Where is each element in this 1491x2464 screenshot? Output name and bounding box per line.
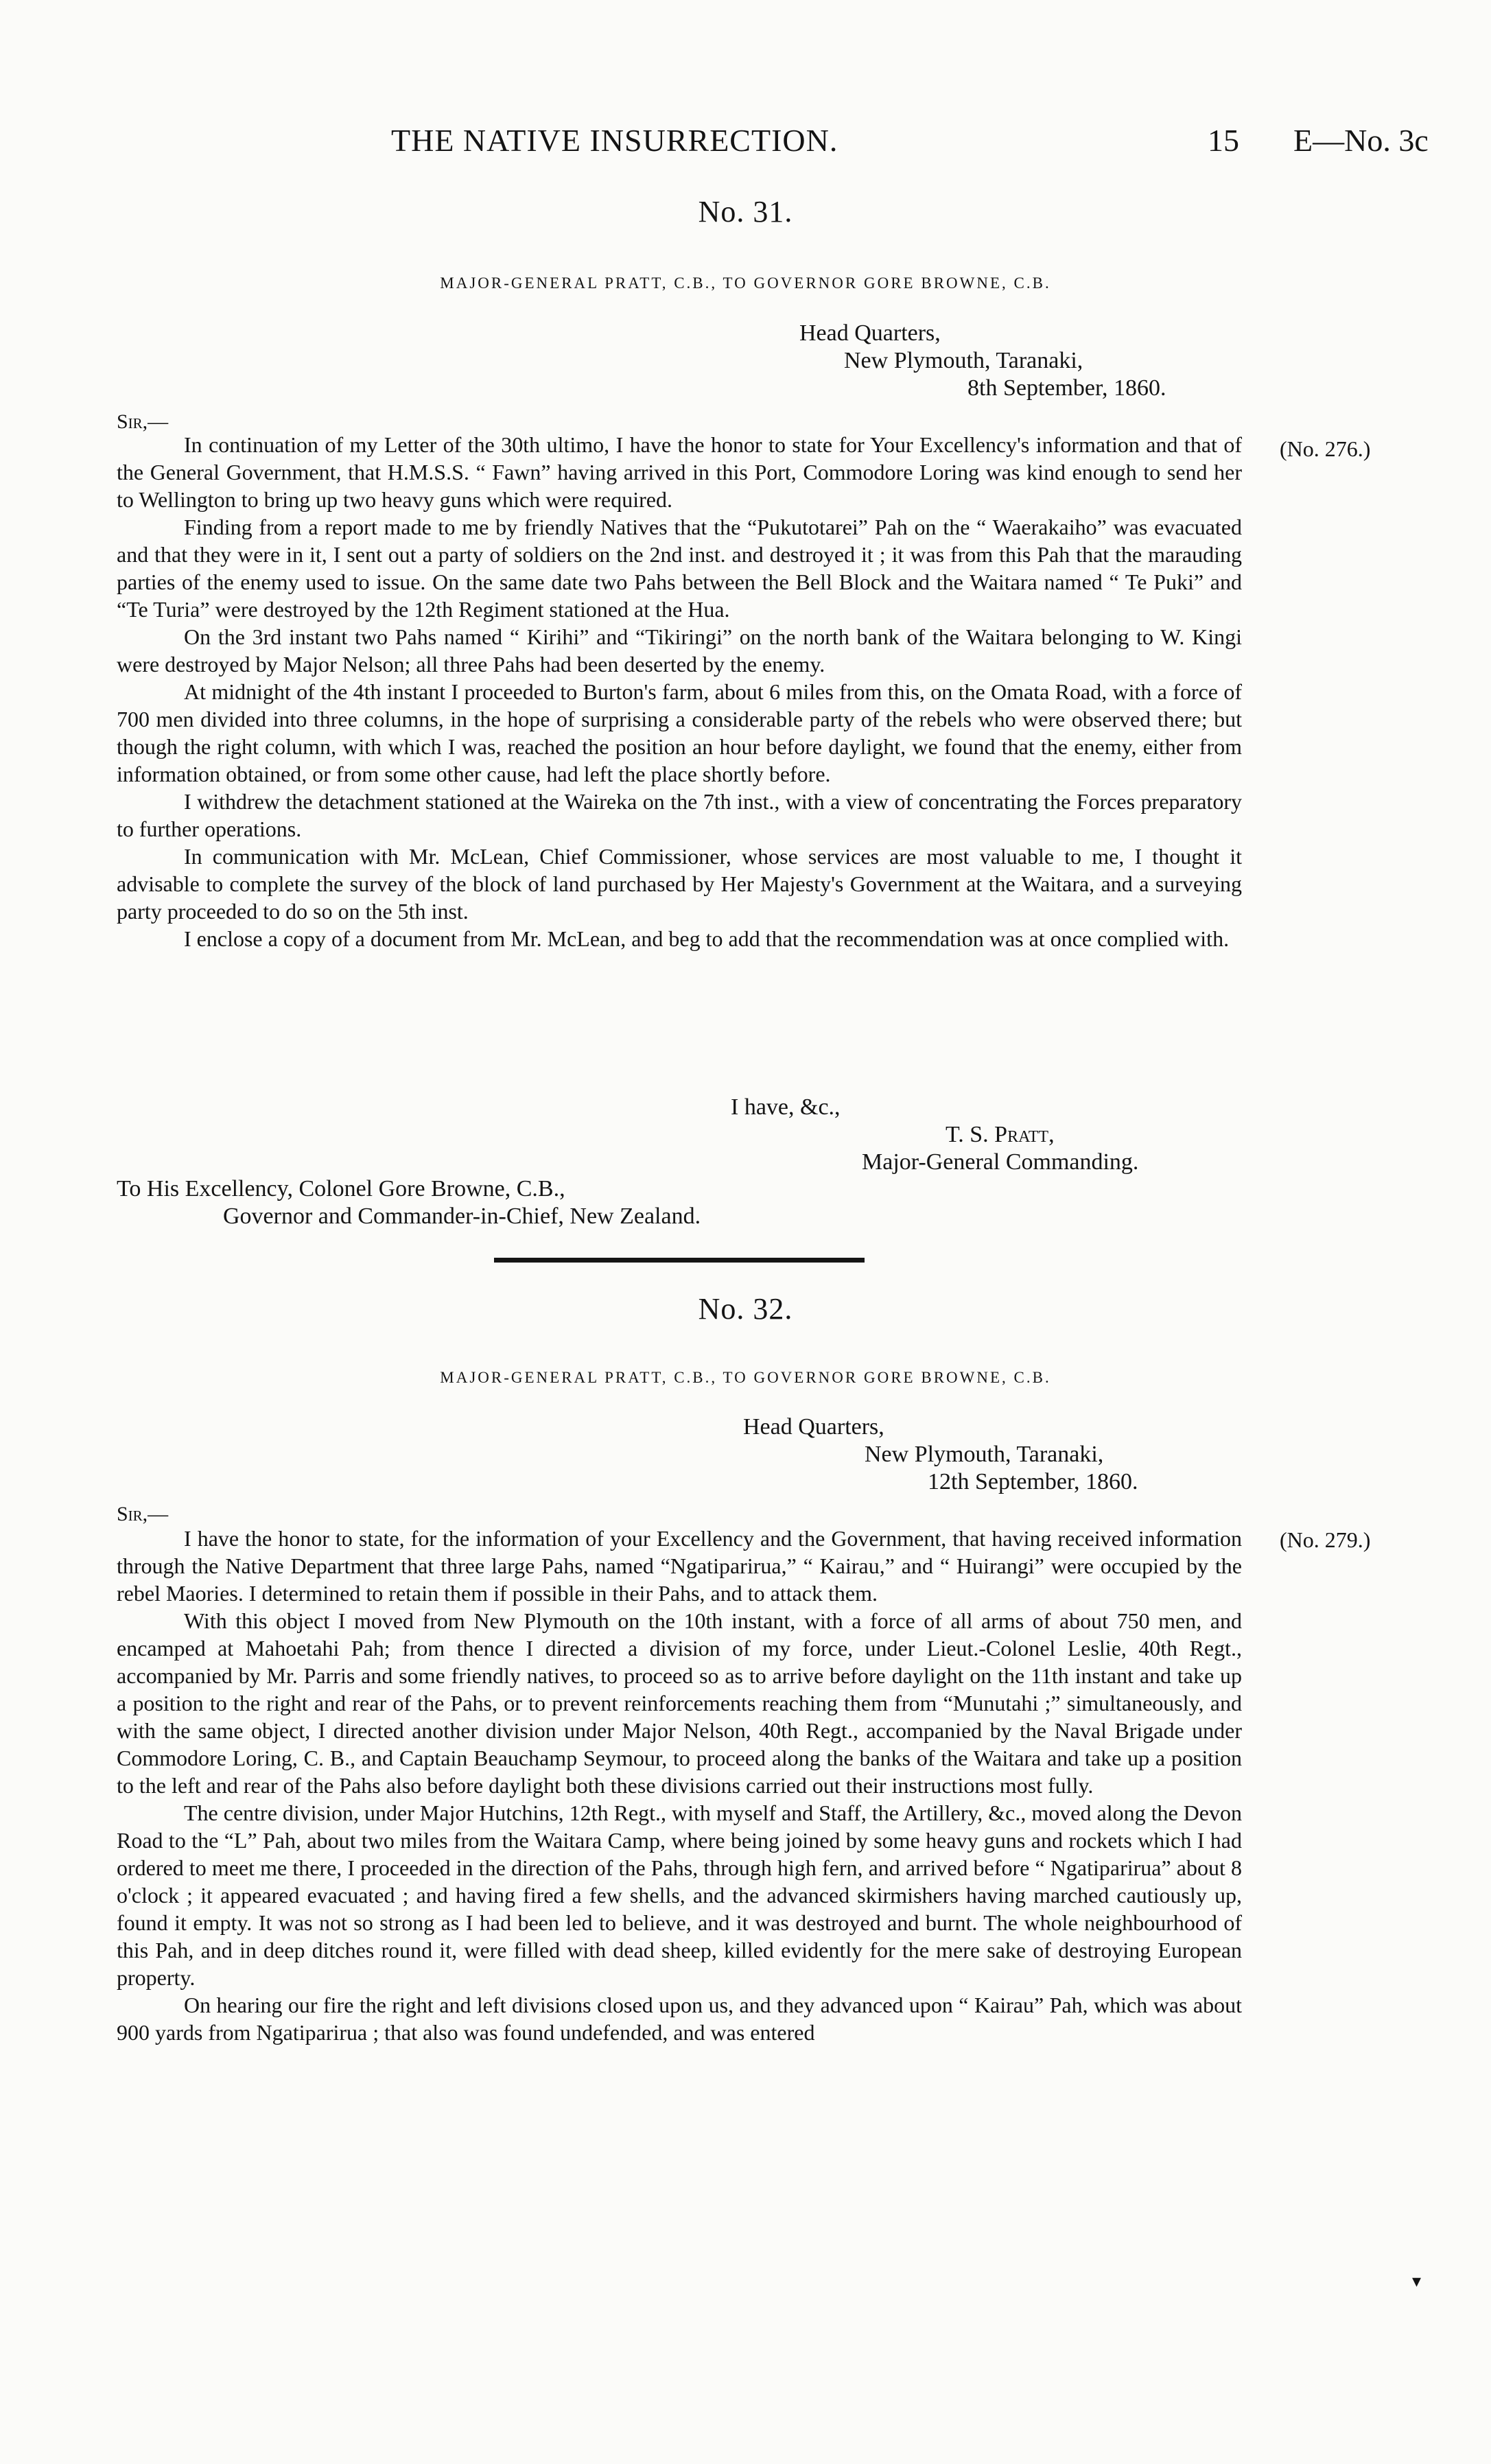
letter-32-number: No. 32.	[698, 1292, 793, 1326]
paragraph: At midnight of the 4th instant I proceeded to Burton's farm, about 6 miles from this, on the Omata Road, with a force of 700 men divided into three columns, in the hope of surprising a considerable party of the rebels who were observed there; but though the right column, with which I was, reached the position an hour before daylight, we found that the enemy, either from information obtained, or from some other cause, had left the place shortly before.	[117, 679, 1242, 786]
letter-32-address-line-1: Head Quarters,	[743, 1414, 884, 1440]
letter-31-date: 8th September, 1860.	[967, 375, 1166, 401]
section-divider	[494, 1258, 865, 1263]
letter-31-address-line-1: Head Quarters,	[799, 320, 941, 346]
letter-32-body	[117, 1525, 1242, 2046]
paragraph: Finding from a report made to me by friendly Natives that the “Pukutotarei” Pah on the “ Waerakaiho” was evacuated and that they were in it, I sent out a party of soldiers on the 2nd inst. and destroyed it ; it was from this Pah that the marauding parties of the enemy used to issue. On the same date two Pahs between the Bell Block and the Waitara named “ Te Puki” and “Te Turia” were destroyed by the 12th Regiment stationed at the Hua.	[117, 515, 1242, 622]
letter-31-signature-title: Major-General Commanding.	[862, 1149, 1139, 1175]
letter-31-salutation: Sir,—	[117, 410, 169, 433]
paragraph: On the 3rd instant two Pahs named “ Kirihi” and “Tikiringi” on the north bank of the Waitara belonging to W. Kingi were destroyed by Major Nelson; all three Pahs had been deserted by the enemy.	[117, 624, 1242, 677]
paragraph: In communication with Mr. McLean, Chief Commissioner, whose services are most valuable to me, I thought it advisable to complete the survey of the block of land purchased by Her Majesty's Government at the Waitara, and a surveying party proceeded to do so on the 5th inst.	[117, 844, 1242, 924]
paragraph: I have the honor to state, for the information of your Excellency and the Government, that having received information through the Native Department that three large Pahs, named “Ngatiparirua,” “ Kairau,” and “ Huirangi” were occupied by the rebel Maories. I determined to retain them if possible in their Pahs, and to attack them.	[117, 1526, 1242, 1606]
letter-31-heading: MAJOR-GENERAL PRATT, C.B., TO GOVERNOR GORE BROWNE, C.B.	[440, 274, 1051, 292]
paragraph: I withdrew the detachment stationed at the Waireka on the 7th inst., with a view of concentrating the Forces preparatory to further operations.	[117, 789, 1242, 841]
stray-mark: ▾	[1412, 2271, 1422, 2291]
letter-31-recipient	[117, 1175, 701, 1230]
letter-32-heading: MAJOR-GENERAL PRATT, C.B., TO GOVERNOR GORE BROWNE, C.B.	[440, 1369, 1051, 1386]
paragraph: In continuation of my Letter of the 30th ultimo, I have the honor to state for Your Excellency's information and that of the General Government, that H.M.S.S. “ Fawn” having arrived in this Port, Commodore Loring was kind enough to send her to Wellington to bring up two heavy guns which were required.	[117, 432, 1242, 512]
letter-31-body	[117, 431, 1242, 952]
paragraph: I enclose a copy of a document from Mr. McLean, and beg to add that the recommendation was at once complied with.	[184, 926, 1230, 951]
letter-32-date: 12th September, 1860.	[928, 1469, 1138, 1494]
page-number: 15	[1208, 123, 1239, 158]
letter-32-address-line-2: New Plymouth, Taranaki,	[865, 1442, 1104, 1467]
letter-31-signature-name: T. S. Pratt,	[946, 1122, 1055, 1147]
paragraph: The centre division, under Major Hutchins, 12th Regt., with myself and Staff, the Artillery, &c., moved along the Devon Road to the “L” Pah, about two miles from the Waitara Camp, where being joined by some heavy guns and rockets which I had ordered to meet me there, I proceeded in the direction of the Pahs, through high fern, and arrived before “ Ngatiparirua” about 8 o'clock ; it appeared evacuated ; and having fired a few shells, and the advanced skirmishers having marched cautiously up, found it empty. It was not so strong as I had been led to believe, and it was destroyed and burnt. The whole neighbourhood of this Pah, and in deep ditches round it, were filled with dead sheep, killed evidently for the mere sake of destroying European property.	[117, 1800, 1242, 1990]
running-header	[0, 122, 1491, 170]
letter-31-closing: I have, &c.,	[731, 1094, 841, 1120]
recipient-line-2: Governor and Commander-in-Chief, New Zealand.	[223, 1204, 701, 1229]
document-code: E—No. 3c	[1293, 123, 1429, 158]
letter-32-margin-reference: (No. 279.)	[1280, 1527, 1371, 1552]
paragraph: With this object I moved from New Plymouth on the 10th instant, with a force of all arms of about 750 men, and encamped at Mahoetahi Pah; from thence I directed a division of my force, under Lieut.-Colonel Leslie, 40th Regt., accompanied by Mr. Parris and some friendly natives, to proceed so as to arrive before daylight on the 11th instant and take up a position to the right and rear of the Pahs, or to prevent reinforcements reaching them from “Munutahi ;” simultaneously, and with the same object, I directed another division under Major Nelson, 40th Regt., accompanied by the Naval Brigade under Commodore Loring, C. B., and Captain Beauchamp Seymour, to proceed along the banks of the Waitara and take up a position to the left and rear of the Pahs also before daylight both these divisions carried out their instructions most fully.	[117, 1608, 1242, 1798]
letter-31-number: No. 31.	[698, 195, 793, 228]
letter-31-margin-reference: (No. 276.)	[1280, 436, 1371, 461]
letter-32-salutation: Sir,—	[117, 1503, 169, 1525]
publication-title: THE NATIVE INSURRECTION.	[391, 123, 838, 158]
paragraph: On hearing our fire the right and left divisions closed upon us, and they advanced upon “ Kairau” Pah, which was about 900 yards from Ngatiparirua ; that also was found undefended, and was entered	[117, 1993, 1242, 2045]
letter-31-address-line-2: New Plymouth, Taranaki,	[844, 348, 1083, 373]
recipient-line-1: To His Excellency, Colonel Gore Browne, C.B.,	[117, 1176, 565, 1201]
